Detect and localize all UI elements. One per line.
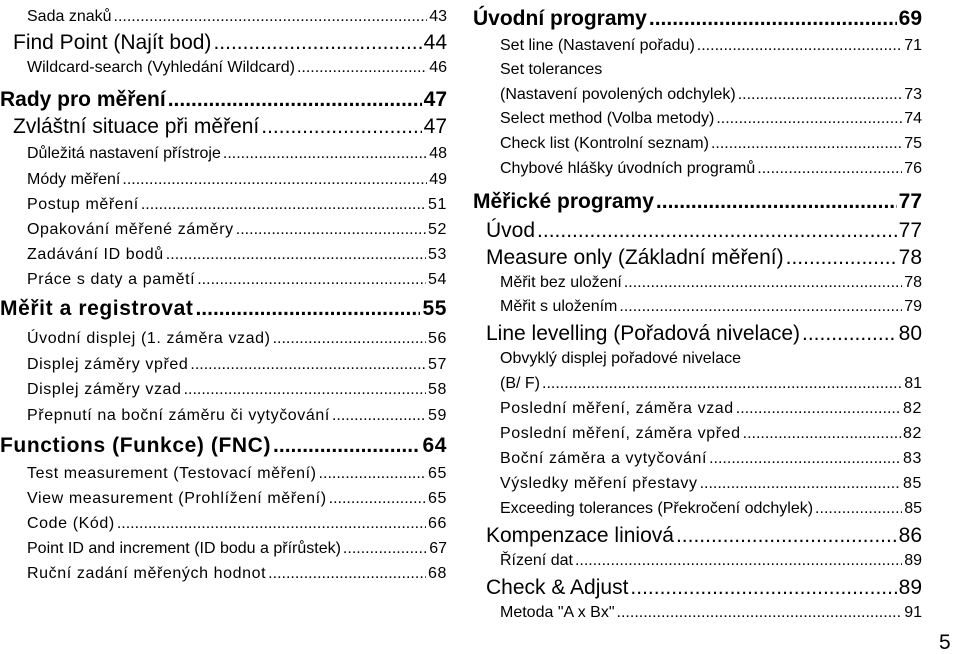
toc-entry[interactable]: Find Point (Najít bod) ..... 44 [13,32,447,53]
toc-entry[interactable]: Přepnutí na boční záměru či vytyčování ..... 59 [27,408,447,424]
toc-entry[interactable]: Displej záměry vpřed ..... 57 [27,357,447,373]
toc-entry[interactable]: Zadávání ID bodů ..... 53 [27,247,447,263]
toc-entry[interactable]: Výsledky měření přestavy ..... 85 [500,476,922,492]
toc-entry[interactable]: Boční záměra a vytyčování ..... 83 [500,451,922,467]
toc-entry-line1: Obvyklý displej pořadové nivelace [500,350,742,367]
toc-section-heading[interactable]: Měřit a registrovat ..... 55 [0,298,447,319]
toc-entry[interactable]: Práce s daty a pamětí ..... 54 [27,272,447,288]
toc-entry-line1: Set tolerances [500,61,603,78]
toc-section-heading[interactable]: Rady pro měření ..... 47 [0,89,447,110]
toc-entry[interactable]: Měřit bez uložení ..... 78 [500,275,922,291]
toc-entry[interactable]: Exceeding tolerances (Překročení odchylek) ..... 85 [500,501,922,517]
toc-entry[interactable]: Point ID and increment (ID bodu a přírůstek) ..... 67 [27,541,447,557]
toc-entry[interactable]: Postup měření ..... 51 [27,197,447,213]
toc-entry[interactable]: Zvláštní situace při měření ..... 47 [13,116,447,137]
toc-entry[interactable]: Módy měření ..... 49 [27,172,447,188]
toc-entry[interactable]: (B/ F) ..... 81 [500,376,922,392]
toc-entry[interactable]: (Nastavení povolených odchylek) ..... 73 [500,87,922,103]
toc-entry[interactable]: Line levelling (Pořadová nivelace) ..... 80 [486,323,922,344]
toc-entry[interactable]: Metoda "A x Bx" ..... 91 [500,605,922,621]
toc-entry[interactable]: Měřit s uložením ..... 79 [500,299,922,315]
toc-entry[interactable]: Úvod ..... 77 [486,220,922,241]
toc-entry[interactable]: Chybové hlášky úvodních programů ..... 76 [500,161,922,177]
toc-entry[interactable]: Opakování měřené záměry ..... 52 [27,222,447,238]
toc-entry[interactable]: Set line (Nastavení pořadu) ..... 71 [500,38,922,54]
toc-entry[interactable]: Code (Kód) ..... 66 [27,516,447,532]
toc-entry[interactable]: Poslední měření, záměra vpřed ..... 82 [500,426,922,442]
toc-entry[interactable]: Kompenzace liniová ..... 86 [486,525,922,546]
toc-section-heading[interactable]: Functions (Funkce) (FNC) ..... 64 [0,435,447,456]
toc-entry[interactable]: Wildcard-search (Vyhledání Wildcard) ..... 46 [27,60,447,76]
toc-section-heading[interactable]: Měřické programy ..... 77 [473,191,922,212]
page-number: 5 [939,631,951,654]
toc-entry[interactable]: Displej záměry vzad ..... 58 [27,382,447,398]
toc-entry[interactable]: Sada znaků ..... 43 [27,9,447,25]
toc-entry[interactable]: Select method (Volba metody) ..... 74 [500,111,922,127]
toc-section-heading[interactable]: Úvodní programy ..... 69 [473,8,922,29]
toc-entry[interactable]: Check & Adjust ..... 89 [486,577,922,598]
toc-entry[interactable]: View measurement (Prohlížení měření) ..... 65 [27,491,447,507]
toc-entry[interactable]: Důležitá nastavení přístroje ..... 48 [27,146,447,162]
toc-entry[interactable]: Ruční zadání měřených hodnot ..... 68 [27,566,447,582]
toc-entry[interactable]: Řízení dat ..... 89 [500,553,922,569]
toc-entry[interactable]: Check list (Kontrolní seznam) ..... 75 [500,136,922,152]
toc-entry[interactable]: Measure only (Základní měření) ..... 78 [486,247,922,268]
toc-entry[interactable]: Úvodní displej (1. záměra vzad) ..... 56 [27,331,447,347]
toc-entry[interactable]: Poslední měření, záměra vzad ..... 82 [500,401,922,417]
toc-entry[interactable]: Test measurement (Testovací měření) ..... 65 [27,466,447,482]
